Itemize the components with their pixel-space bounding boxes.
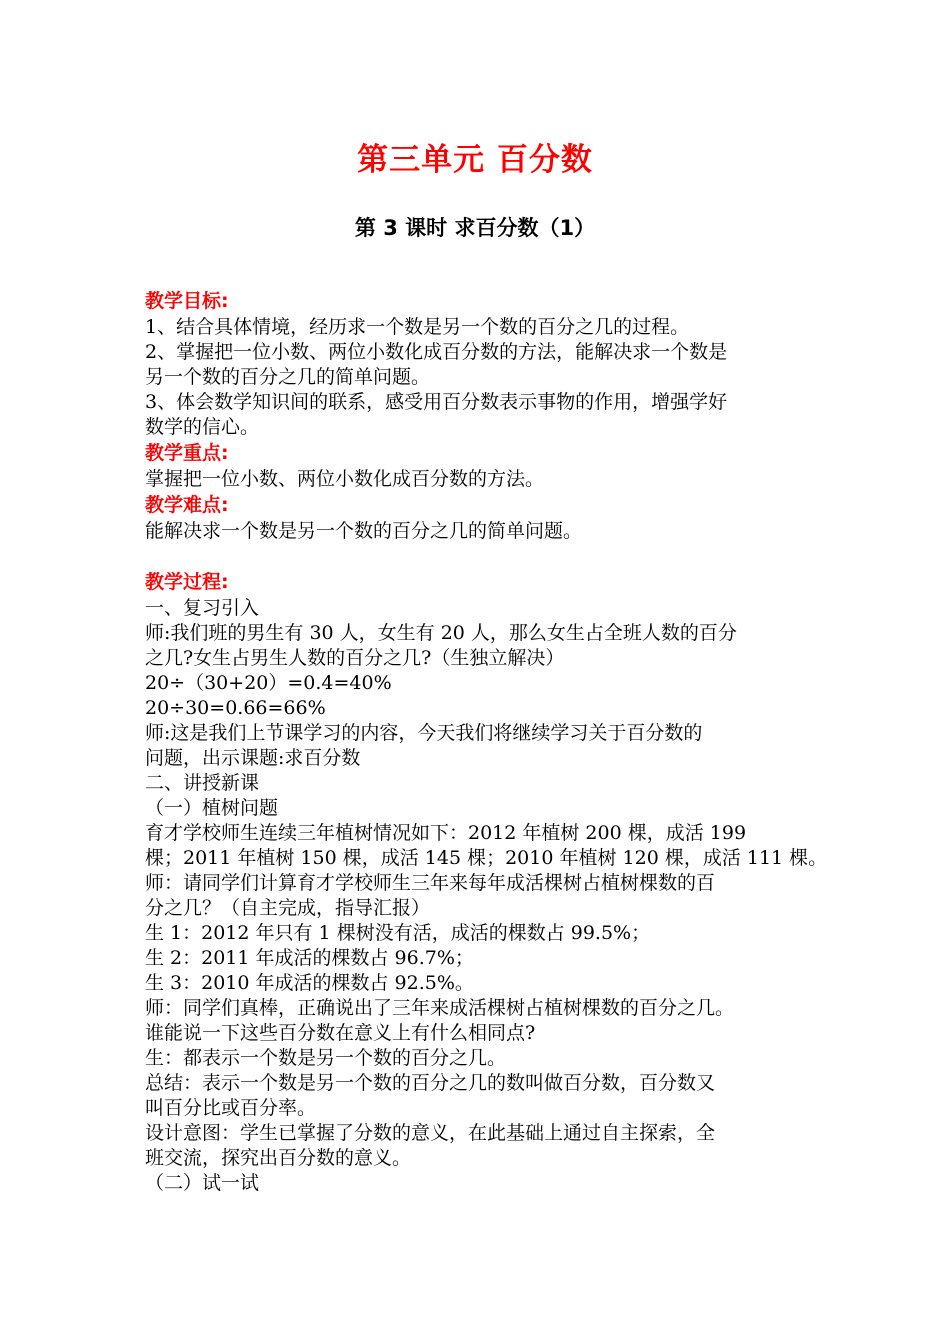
- process-line: 分之几？（自主完成，指导汇报）: [145, 897, 431, 919]
- unit-title: 第三单元 百分数: [357, 142, 593, 178]
- document-body: [145, 288, 835, 1196]
- process-line: 设计意图：学生已掌握了分数的意义，在此基础上通过自主探索，全: [145, 1122, 716, 1144]
- process-line: 师:我们班的男生有 30 人，女生有 20 人，那么女生占全班人数的百分: [145, 622, 737, 644]
- process-line: 师:这是我们上节课学习的内容，今天我们将继续学习关于百分数的: [145, 722, 703, 744]
- process-line: 20÷30=0.66=66%: [145, 697, 326, 719]
- process-line: 师：同学们真棒，正确说出了三年来成活棵树占植树棵数的百分之几。: [145, 997, 735, 1019]
- goal-line: 3、体会数学知识间的联系，感受用百分数表示事物的作用，增强学好: [145, 391, 728, 413]
- process-line: 育才学校师生连续三年植树情况如下：2012 年植树 200 棵，成活 199: [145, 822, 747, 844]
- spacer: [145, 544, 835, 569]
- lesson-title: 第 3 课时 求百分数（1）: [354, 216, 596, 240]
- difficulty-text: 能解决求一个数是另一个数的百分之几的简单问题。: [145, 520, 583, 542]
- process-line: 一、复习引入: [145, 597, 260, 619]
- process-line: 棵；2011 年植树 150 棵，成活 145 棵；2010 年植树 120 棵，成活 111 棵。: [145, 847, 828, 869]
- goal-line: 另一个数的百分之几的简单问题。: [145, 366, 431, 388]
- process-line: 问题，出示课题:求百分数: [145, 747, 361, 769]
- goal-line: 1、结合具体情境，经历求一个数是另一个数的百分之几的过程。: [145, 316, 690, 338]
- process-line: （二）试一试: [145, 1172, 260, 1194]
- process-line: （一）植树问题: [145, 797, 279, 819]
- process-line: 生 3：2010 年成活的棵数占 92.5%。: [145, 972, 474, 994]
- process-line: 师：请同学们计算育才学校师生三年来每年成活棵树占植树棵数的百: [145, 872, 716, 894]
- key-points-text: 掌握把一位小数、两位小数化成百分数的方法。: [145, 468, 545, 490]
- process-line: 二、讲授新课: [145, 772, 260, 794]
- key-points-heading: 教学重点:: [145, 442, 229, 464]
- process-heading: 教学过程:: [145, 571, 229, 593]
- goal-line: 2、掌握把一位小数、两位小数化成百分数的方法，能解决求一个数是: [145, 341, 728, 363]
- goal-line: 数学的信心。: [145, 416, 260, 438]
- process-line: 20÷（30+20）=0.4=40%: [145, 672, 392, 694]
- process-line: 班交流，探究出百分数的意义。: [145, 1147, 412, 1169]
- process-line: 叫百分比或百分率。: [145, 1097, 317, 1119]
- goals-heading: 教学目标:: [145, 290, 229, 312]
- process-line: 总结：表示一个数是另一个数的百分之几的数叫做百分数，百分数又: [145, 1072, 716, 1094]
- process-line: 之几?女生占男生人数的百分之几?（生独立解决）: [145, 647, 565, 669]
- difficulty-heading: 教学难点:: [145, 494, 229, 516]
- process-line: 谁能说一下这些百分数在意义上有什么相同点?: [145, 1022, 536, 1044]
- process-line: 生：都表示一个数是另一个数的百分之几。: [145, 1047, 507, 1069]
- process-line: 生 2：2011 年成活的棵数占 96.7%；: [145, 947, 474, 969]
- process-line: 生 1：2012 年只有 1 棵树没有活，成活的棵数占 99.5%；: [145, 922, 651, 944]
